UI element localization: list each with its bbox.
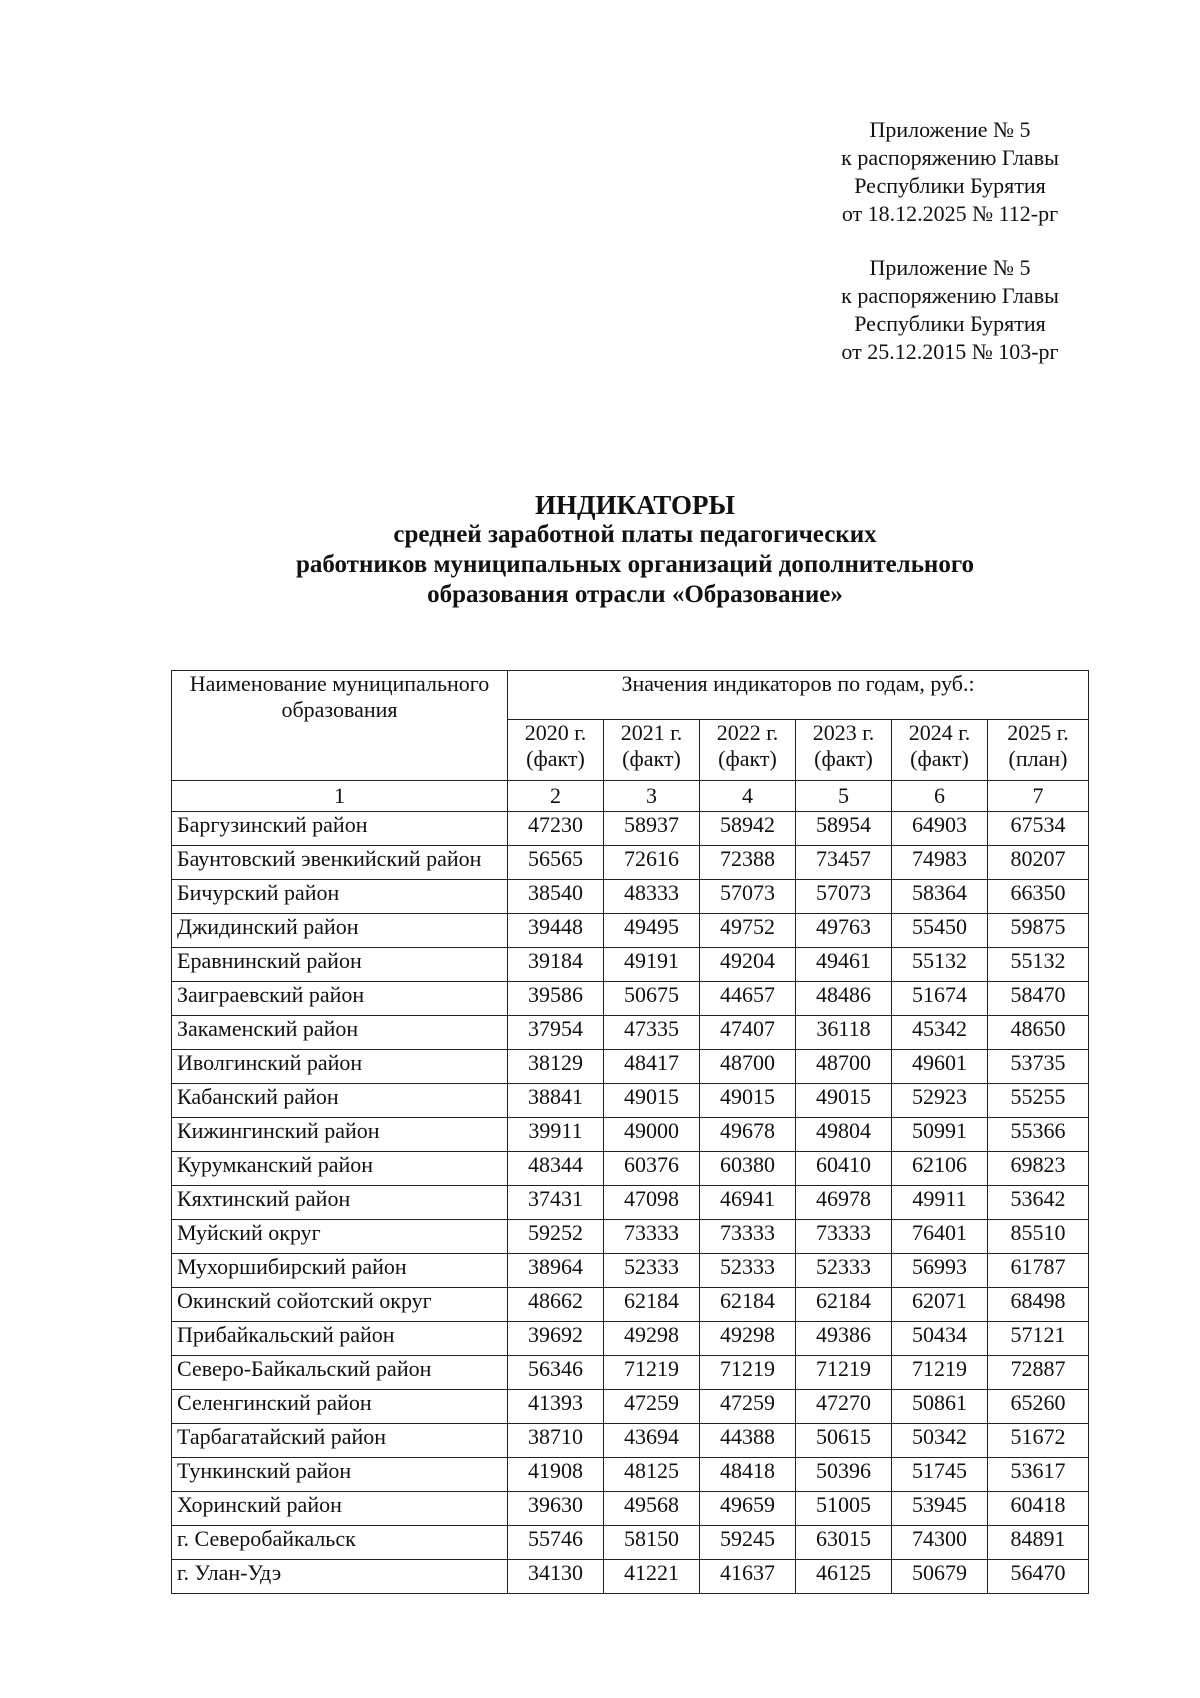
indicator-value: 62184: [604, 1288, 700, 1322]
indicator-value: 56470: [988, 1560, 1089, 1594]
header-year: [700, 720, 796, 781]
indicator-value: 49461: [796, 948, 892, 982]
annex-ref: к распоряжению Главы: [841, 283, 1059, 308]
indicator-value: 62184: [796, 1288, 892, 1322]
indicator-value: 43694: [604, 1424, 700, 1458]
indicator-value: 53642: [988, 1186, 1089, 1220]
indicator-value: 49015: [796, 1084, 892, 1118]
indicator-value: 37954: [508, 1016, 604, 1050]
indicator-value: 49763: [796, 914, 892, 948]
indicator-value: 58937: [604, 812, 700, 846]
indicator-value: 49659: [700, 1492, 796, 1526]
indicator-value: 47407: [700, 1016, 796, 1050]
annex-org: Республики Бурятия: [854, 311, 1046, 336]
indicator-value: 49298: [700, 1322, 796, 1356]
header-municipality: Наименование муниципального образования: [172, 671, 508, 781]
indicator-value: 47098: [604, 1186, 700, 1220]
indicator-value: 68498: [988, 1288, 1089, 1322]
indicator-value: 41908: [508, 1458, 604, 1492]
indicator-value: 73333: [700, 1220, 796, 1254]
municipality-name: Окинский сойотский округ: [172, 1288, 508, 1322]
indicator-value: 56993: [892, 1254, 988, 1288]
indicator-value: 49601: [892, 1050, 988, 1084]
table-row: [172, 914, 1089, 948]
indicator-value: 47270: [796, 1390, 892, 1424]
indicator-value: 48333: [604, 880, 700, 914]
indicator-value: 55746: [508, 1526, 604, 1560]
indicator-value: 80207: [988, 846, 1089, 880]
indicator-value: 38710: [508, 1424, 604, 1458]
municipality-name: Закаменский район: [172, 1016, 508, 1050]
table-row: [172, 1288, 1089, 1322]
indicator-value: 59252: [508, 1220, 604, 1254]
indicator-value: 64903: [892, 812, 988, 846]
column-number: 7: [988, 781, 1089, 812]
year-label: 2023 г.: [812, 720, 875, 745]
table-row: [172, 1254, 1089, 1288]
indicator-value: 58954: [796, 812, 892, 846]
indicator-value: 48125: [604, 1458, 700, 1492]
header-values-by-year: Значения индикаторов по годам, руб.:: [508, 671, 1089, 720]
table-row: [172, 1118, 1089, 1152]
table-row: [172, 1186, 1089, 1220]
indicator-value: 60376: [604, 1152, 700, 1186]
header-year: [508, 720, 604, 781]
indicator-value: 48700: [700, 1050, 796, 1084]
indicator-value: 49191: [604, 948, 700, 982]
table-row: [172, 812, 1089, 846]
indicator-value: 60380: [700, 1152, 796, 1186]
year-type: (факт): [622, 746, 681, 771]
indicator-value: 48662: [508, 1288, 604, 1322]
municipality-name: Тункинский район: [172, 1458, 508, 1492]
year-type: (факт): [910, 746, 969, 771]
indicator-value: 71219: [796, 1356, 892, 1390]
indicator-value: 41637: [700, 1560, 796, 1594]
municipality-name: Еравнинский район: [172, 948, 508, 982]
indicator-value: 49678: [700, 1118, 796, 1152]
table-row: [172, 1458, 1089, 1492]
indicator-value: 66350: [988, 880, 1089, 914]
column-number: 5: [796, 781, 892, 812]
municipality-name: г. Улан-Удэ: [172, 1560, 508, 1594]
indicator-value: 49000: [604, 1118, 700, 1152]
indicator-value: 39184: [508, 948, 604, 982]
indicator-value: 57121: [988, 1322, 1089, 1356]
municipality-name: Кижингинский район: [172, 1118, 508, 1152]
indicator-value: 51672: [988, 1424, 1089, 1458]
indicators-table: [171, 670, 1089, 1594]
indicator-value: 74300: [892, 1526, 988, 1560]
indicator-value: 61787: [988, 1254, 1089, 1288]
municipality-name: г. Северобайкальск: [172, 1526, 508, 1560]
table-row: [172, 880, 1089, 914]
title-line: работников муниципальных организаций дополнительного: [295, 551, 975, 578]
indicator-value: 48417: [604, 1050, 700, 1084]
indicator-value: 52333: [700, 1254, 796, 1288]
indicator-value: 38540: [508, 880, 604, 914]
indicator-value: 55366: [988, 1118, 1089, 1152]
indicator-value: 46941: [700, 1186, 796, 1220]
indicator-value: 57073: [796, 880, 892, 914]
table-row: [172, 1424, 1089, 1458]
indicator-value: 49015: [604, 1084, 700, 1118]
indicator-value: 48344: [508, 1152, 604, 1186]
indicator-value: 53945: [892, 1492, 988, 1526]
indicator-value: 39448: [508, 914, 604, 948]
municipality-name: Тарбагатайский район: [172, 1424, 508, 1458]
indicator-value: 51005: [796, 1492, 892, 1526]
indicator-value: 58150: [604, 1526, 700, 1560]
indicator-value: 58942: [700, 812, 796, 846]
indicator-value: 72388: [700, 846, 796, 880]
indicator-value: 48486: [796, 982, 892, 1016]
municipality-name: Прибайкальский район: [172, 1322, 508, 1356]
municipality-name: Мухоршибирский район: [172, 1254, 508, 1288]
table-row: [172, 846, 1089, 880]
indicator-value: 46978: [796, 1186, 892, 1220]
indicator-value: 39630: [508, 1492, 604, 1526]
column-number: 2: [508, 781, 604, 812]
annex-date: от 18.12.2025 № 112-рг: [841, 201, 1059, 226]
municipality-name: Селенгинский район: [172, 1390, 508, 1424]
indicator-value: 73457: [796, 846, 892, 880]
indicator-value: 46125: [796, 1560, 892, 1594]
table-row: [172, 1084, 1089, 1118]
indicator-value: 45342: [892, 1016, 988, 1050]
indicator-value: 67534: [988, 812, 1089, 846]
indicator-value: 71219: [604, 1356, 700, 1390]
header-year: [988, 720, 1089, 781]
indicator-value: 36118: [796, 1016, 892, 1050]
indicator-value: 51745: [892, 1458, 988, 1492]
year-type: (факт): [814, 746, 873, 771]
year-label: 2024 г.: [908, 720, 971, 745]
indicator-value: 56565: [508, 846, 604, 880]
indicator-value: 85510: [988, 1220, 1089, 1254]
municipality-name: Кабанский район: [172, 1084, 508, 1118]
table-row: [172, 1050, 1089, 1084]
indicator-value: 44657: [700, 982, 796, 1016]
table-row: [172, 1220, 1089, 1254]
indicator-value: 53617: [988, 1458, 1089, 1492]
table-row: [172, 1492, 1089, 1526]
table-row: [172, 948, 1089, 982]
indicator-value: 51674: [892, 982, 988, 1016]
indicator-value: 44388: [700, 1424, 796, 1458]
indicator-value: 73333: [796, 1220, 892, 1254]
indicator-value: 52923: [892, 1084, 988, 1118]
year-label: 2025 г.: [1007, 720, 1069, 745]
header-year: [892, 720, 988, 781]
indicator-value: 62184: [700, 1288, 796, 1322]
indicator-value: 50991: [892, 1118, 988, 1152]
indicator-value: 47259: [700, 1390, 796, 1424]
indicator-value: 47230: [508, 812, 604, 846]
municipality-name: Хоринский район: [172, 1492, 508, 1526]
indicator-value: 39911: [508, 1118, 604, 1152]
indicator-value: 49386: [796, 1322, 892, 1356]
table-row: [172, 1152, 1089, 1186]
indicator-value: 49804: [796, 1118, 892, 1152]
indicator-value: 49911: [892, 1186, 988, 1220]
indicator-value: 41393: [508, 1390, 604, 1424]
indicator-value: 56346: [508, 1356, 604, 1390]
column-number: 3: [604, 781, 700, 812]
indicator-value: 52333: [604, 1254, 700, 1288]
document-title: [160, 490, 1110, 610]
indicator-value: 38129: [508, 1050, 604, 1084]
indicator-value: 50675: [604, 982, 700, 1016]
indicator-value: 84891: [988, 1526, 1089, 1560]
indicator-value: 71219: [892, 1356, 988, 1390]
indicator-value: 73333: [604, 1220, 700, 1254]
indicator-value: 50615: [796, 1424, 892, 1458]
indicator-value: 55132: [892, 948, 988, 982]
indicator-value: 49752: [700, 914, 796, 948]
annex-title: Приложение № 5: [869, 117, 1031, 142]
indicator-value: 38964: [508, 1254, 604, 1288]
indicator-value: 48418: [700, 1458, 796, 1492]
municipality-name: Баунтовский эвенкийский район: [172, 846, 508, 880]
indicator-value: 39586: [508, 982, 604, 1016]
year-label: 2020 г.: [524, 720, 587, 745]
indicator-value: 62071: [892, 1288, 988, 1322]
indicator-value: 76401: [892, 1220, 988, 1254]
annex-title: Приложение № 5: [869, 255, 1031, 280]
column-number: 4: [700, 781, 796, 812]
indicator-value: 49298: [604, 1322, 700, 1356]
indicator-value: 59245: [700, 1526, 796, 1560]
table-row: [172, 1016, 1089, 1050]
indicator-value: 71219: [700, 1356, 796, 1390]
title-line: образования отрасли «Образование»: [427, 581, 843, 608]
indicator-value: 49495: [604, 914, 700, 948]
indicator-value: 41221: [604, 1560, 700, 1594]
indicator-value: 38841: [508, 1084, 604, 1118]
table-row: [172, 1560, 1089, 1594]
municipality-name: Курумканский район: [172, 1152, 508, 1186]
municipality-name: Баргузинский район: [172, 812, 508, 846]
indicator-value: 47335: [604, 1016, 700, 1050]
municipality-name: Северо-Байкальский район: [172, 1356, 508, 1390]
indicator-value: 50679: [892, 1560, 988, 1594]
indicator-value: 50861: [892, 1390, 988, 1424]
indicator-value: 72616: [604, 846, 700, 880]
annex-org: Республики Бурятия: [854, 173, 1046, 198]
indicator-value: 59875: [988, 914, 1089, 948]
header-year: [796, 720, 892, 781]
column-number: 6: [892, 781, 988, 812]
annex-current-block: [800, 116, 1100, 228]
table-row: [172, 1526, 1089, 1560]
indicator-value: 49204: [700, 948, 796, 982]
indicator-value: 57073: [700, 880, 796, 914]
title-main: ИНДИКАТОРЫ: [535, 490, 735, 520]
table-row: [172, 1390, 1089, 1424]
municipality-name: Заиграевский район: [172, 982, 508, 1016]
indicator-value: 50396: [796, 1458, 892, 1492]
indicator-value: 69823: [988, 1152, 1089, 1186]
year-label: 2021 г.: [620, 720, 683, 745]
indicator-value: 63015: [796, 1526, 892, 1560]
indicator-value: 60418: [988, 1492, 1089, 1526]
municipality-name: Джидинский район: [172, 914, 508, 948]
municipality-name: Кяхтинский район: [172, 1186, 508, 1220]
indicator-value: 62106: [892, 1152, 988, 1186]
indicator-value: 72887: [988, 1356, 1089, 1390]
indicator-value: 60410: [796, 1152, 892, 1186]
municipality-name: Бичурский район: [172, 880, 508, 914]
year-type: (факт): [718, 746, 777, 771]
indicator-value: 55450: [892, 914, 988, 948]
indicator-value: 39692: [508, 1322, 604, 1356]
table-row: [172, 982, 1089, 1016]
annex-date: от 25.12.2015 № 103-рг: [841, 339, 1059, 364]
annex-original-block: [800, 254, 1100, 366]
indicator-value: 58364: [892, 880, 988, 914]
indicator-value: 34130: [508, 1560, 604, 1594]
header-year: [604, 720, 700, 781]
indicator-value: 65260: [988, 1390, 1089, 1424]
indicator-value: 55132: [988, 948, 1089, 982]
indicator-value: 50434: [892, 1322, 988, 1356]
table-row: [172, 1356, 1089, 1390]
indicator-value: 53735: [988, 1050, 1089, 1084]
title-line: средней заработной платы педагогических: [393, 521, 877, 548]
indicator-value: 50342: [892, 1424, 988, 1458]
column-number: 1: [172, 781, 508, 812]
indicator-value: 49015: [700, 1084, 796, 1118]
table-row: [172, 1322, 1089, 1356]
indicator-value: 47259: [604, 1390, 700, 1424]
indicator-value: 37431: [508, 1186, 604, 1220]
municipality-name: Иволгинский район: [172, 1050, 508, 1084]
indicator-value: 55255: [988, 1084, 1089, 1118]
year-label: 2022 г.: [716, 720, 779, 745]
year-type: (план): [1008, 746, 1068, 771]
indicator-value: 49568: [604, 1492, 700, 1526]
indicator-value: 52333: [796, 1254, 892, 1288]
indicator-value: 48700: [796, 1050, 892, 1084]
indicator-value: 58470: [988, 982, 1089, 1016]
municipality-name: Муйский округ: [172, 1220, 508, 1254]
year-type: (факт): [526, 746, 585, 771]
indicator-value: 74983: [892, 846, 988, 880]
annex-ref: к распоряжению Главы: [841, 145, 1059, 170]
indicator-value: 48650: [988, 1016, 1089, 1050]
